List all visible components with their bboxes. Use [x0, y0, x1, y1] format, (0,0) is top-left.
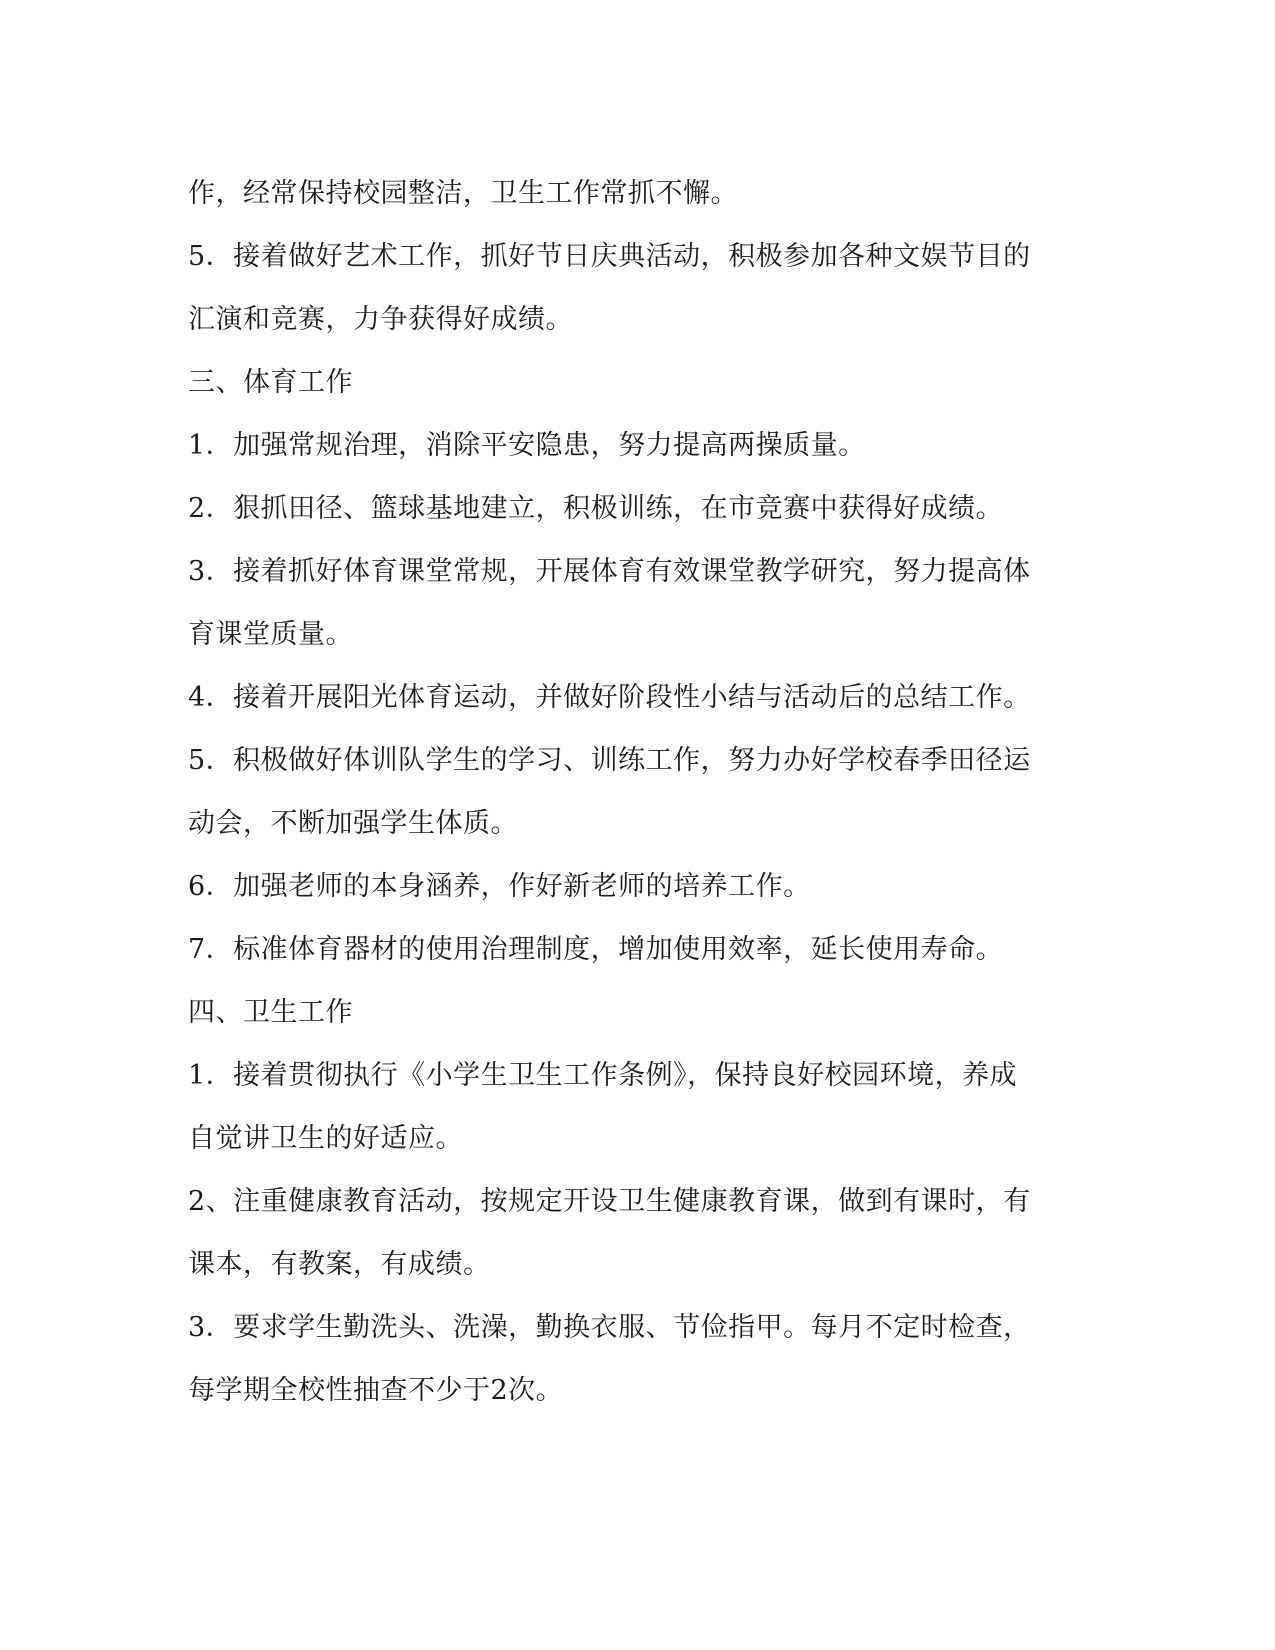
paragraph-line: 3．接着抓好体育课堂常规，开展体育有效课堂教学研究，努力提高体: [188, 556, 1031, 587]
section-heading: 三、体育工作: [188, 367, 353, 398]
paragraph-line: 自觉讲卫生的好适应。: [188, 1123, 463, 1154]
paragraph-line: 7．标准体育器材的使用治理制度，增加使用效率，延长使用寿命。: [188, 934, 1004, 965]
paragraph-line: 1．加强常规治理，消除平安隐患，努力提高两操质量。: [188, 430, 866, 461]
section-heading: 四、卫生工作: [188, 997, 353, 1028]
paragraph-line: 作，经常保持校园整洁，卫生工作常抓不懈。: [188, 178, 738, 209]
paragraph-line: 课本，有教案，有成绩。: [188, 1249, 491, 1280]
paragraph-line: 每学期全校性抽查不少于2次。: [188, 1375, 564, 1406]
paragraph-line: 5．积极做好体训队学生的学习、训练工作，努力办好学校春季田径运: [188, 745, 1031, 776]
paragraph-line: 3．要求学生勤洗头、洗澡，勤换衣服、节俭指甲。每月不定时检查，: [188, 1312, 1031, 1343]
paragraph-line: 5．接着做好艺术工作，抓好节日庆典活动，积极参加各种文娱节目的: [188, 241, 1031, 272]
paragraph-line: 1．接着贯彻执行《小学生卫生工作条例》，保持良好校园环境，养成: [188, 1060, 1018, 1091]
paragraph-line: 动会，不断加强学生体质。: [188, 808, 518, 839]
paragraph-line: 汇演和竞赛，力争获得好成绩。: [188, 304, 573, 335]
paragraph-line: 6．加强老师的本身涵养，作好新老师的培养工作。: [188, 871, 811, 902]
paragraph-line: 育课堂质量。: [188, 619, 353, 650]
paragraph-line: 2、注重健康教育活动，按规定开设卫生健康教育课，做到有课时，有: [188, 1186, 1031, 1217]
paragraph-line: 2．狠抓田径、篮球基地建立，积极训练，在市竞赛中获得好成绩。: [188, 493, 1004, 524]
document-body: [188, 162, 1088, 1422]
paragraph-line: 4．接着开展阳光体育运动，并做好阶段性小结与活动后的总结工作。: [188, 682, 1031, 713]
